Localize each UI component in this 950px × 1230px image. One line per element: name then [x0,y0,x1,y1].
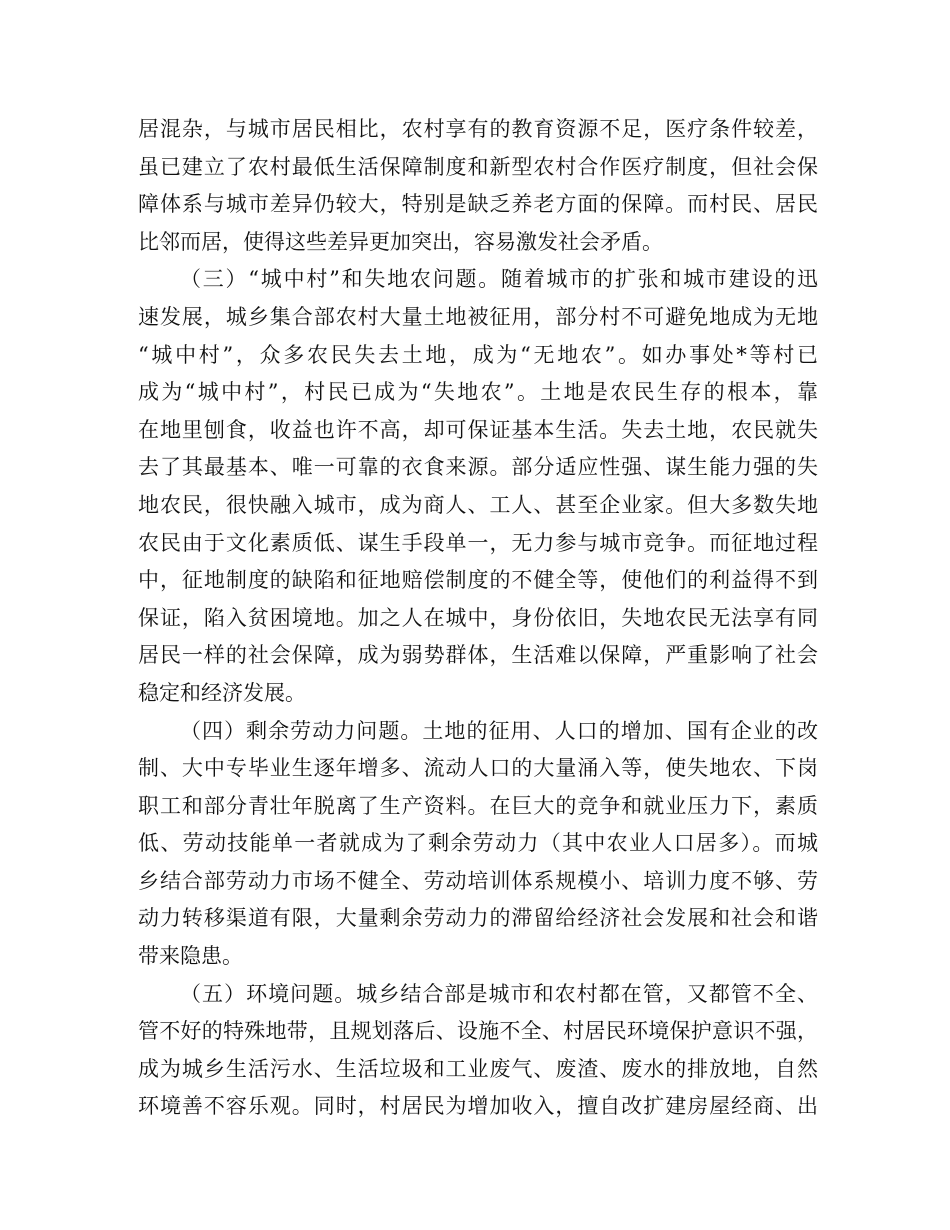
text-line: （四）剩余劳动力问题。土地的征用、人口的增加、国有企业的改 [180,718,818,743]
text-line: 居混杂，与城市居民相比，农村享有的教育资源不足，医疗条件较差， [138,117,818,141]
text-line: （五）环境问题。城乡结合部是城市和农村都在管，又都管不全、 [180,981,818,1006]
text-line: 稳定和经济发展。 [138,680,306,705]
body-text [138,111,818,1126]
text-line: 制、大中专毕业生逐年增多、流动人口的大量涌入等，使失地农、下岗 [138,756,818,781]
text-line: （三）“城中村”和失地农问题。随着城市的扩张和城市建设的迅 [180,267,818,292]
paragraph-section-4 [138,713,818,976]
text-line: “城中村”，众多农民失去土地，成为“无地农”。如办事处*等村已 [138,342,818,367]
paragraph-section-5 [138,976,818,1126]
text-line: 虽已建立了农村最低生活保障制度和新型农村合作医疗制度，但社会保 [138,154,818,179]
text-line: 成为“城中村”，村民已成为“失地农”。土地是农民生存的根本，靠 [138,380,818,405]
text-line: 动力转移渠道有限，大量剩余劳动力的滞留给经济社会发展和社会和谐 [138,906,818,931]
text-line: 成为城乡生活污水、生活垃圾和工业废气、废渣、废水的排放地，自然 [138,1056,818,1081]
paragraph-continuation [138,111,818,261]
text-line: 乡结合部劳动力市场不健全、劳动培训体系规模小、培训力度不够、劳 [138,868,818,893]
text-line: 速发展，城乡集合部农村大量土地被征用，部分村不可避免地成为无地 [138,304,818,329]
text-line: 环境善不容乐观。同时，村居民为增加收入，擅自改扩建房屋经商、出 [138,1094,818,1119]
text-line: 保证，陷入贫困境地。加之人在城中，身份依旧，失地农民无法享有同 [138,605,818,630]
text-line: 职工和部分青壮年脱离了生产资料。在巨大的竞争和就业压力下，素质 [138,793,818,818]
text-line: 去了其最基本、唯一可靠的衣食来源。部分适应性强、谋生能力强的失 [138,455,818,480]
text-line: 中，征地制度的缺陷和征地赔偿制度的不健全等，使他们的利益得不到 [138,568,818,593]
text-line: 比邻而居，使得这些差异更加突出，容易激发社会矛盾。 [138,229,663,254]
text-line: 农民由于文化素质低、谋生手段单一，无力参与城市竞争。而征地过程 [138,530,818,555]
text-line: 带来隐患。 [138,944,243,969]
text-line: 障体系与城市差异仍较大，特别是缺乏养老方面的保障。而村民、居民 [138,192,818,217]
text-line: 居民一样的社会保障，成为弱势群体，生活难以保障，严重影响了社会 [138,643,818,668]
text-line: 地农民，很快融入城市，成为商人、工人、甚至企业家。但大多数失地 [138,492,818,517]
text-line: 在地里刨食，收益也许不高，却可保证基本生活。失去土地，农民就失 [138,417,818,442]
text-line: 管不好的特殊地带，且规划落后、设施不全、村居民环境保护意识不强， [138,1019,818,1044]
text-line: 低、劳动技能单一者就成为了剩余劳动力（其中农业人口居多）。而城 [138,831,818,856]
paragraph-section-3 [138,261,818,712]
